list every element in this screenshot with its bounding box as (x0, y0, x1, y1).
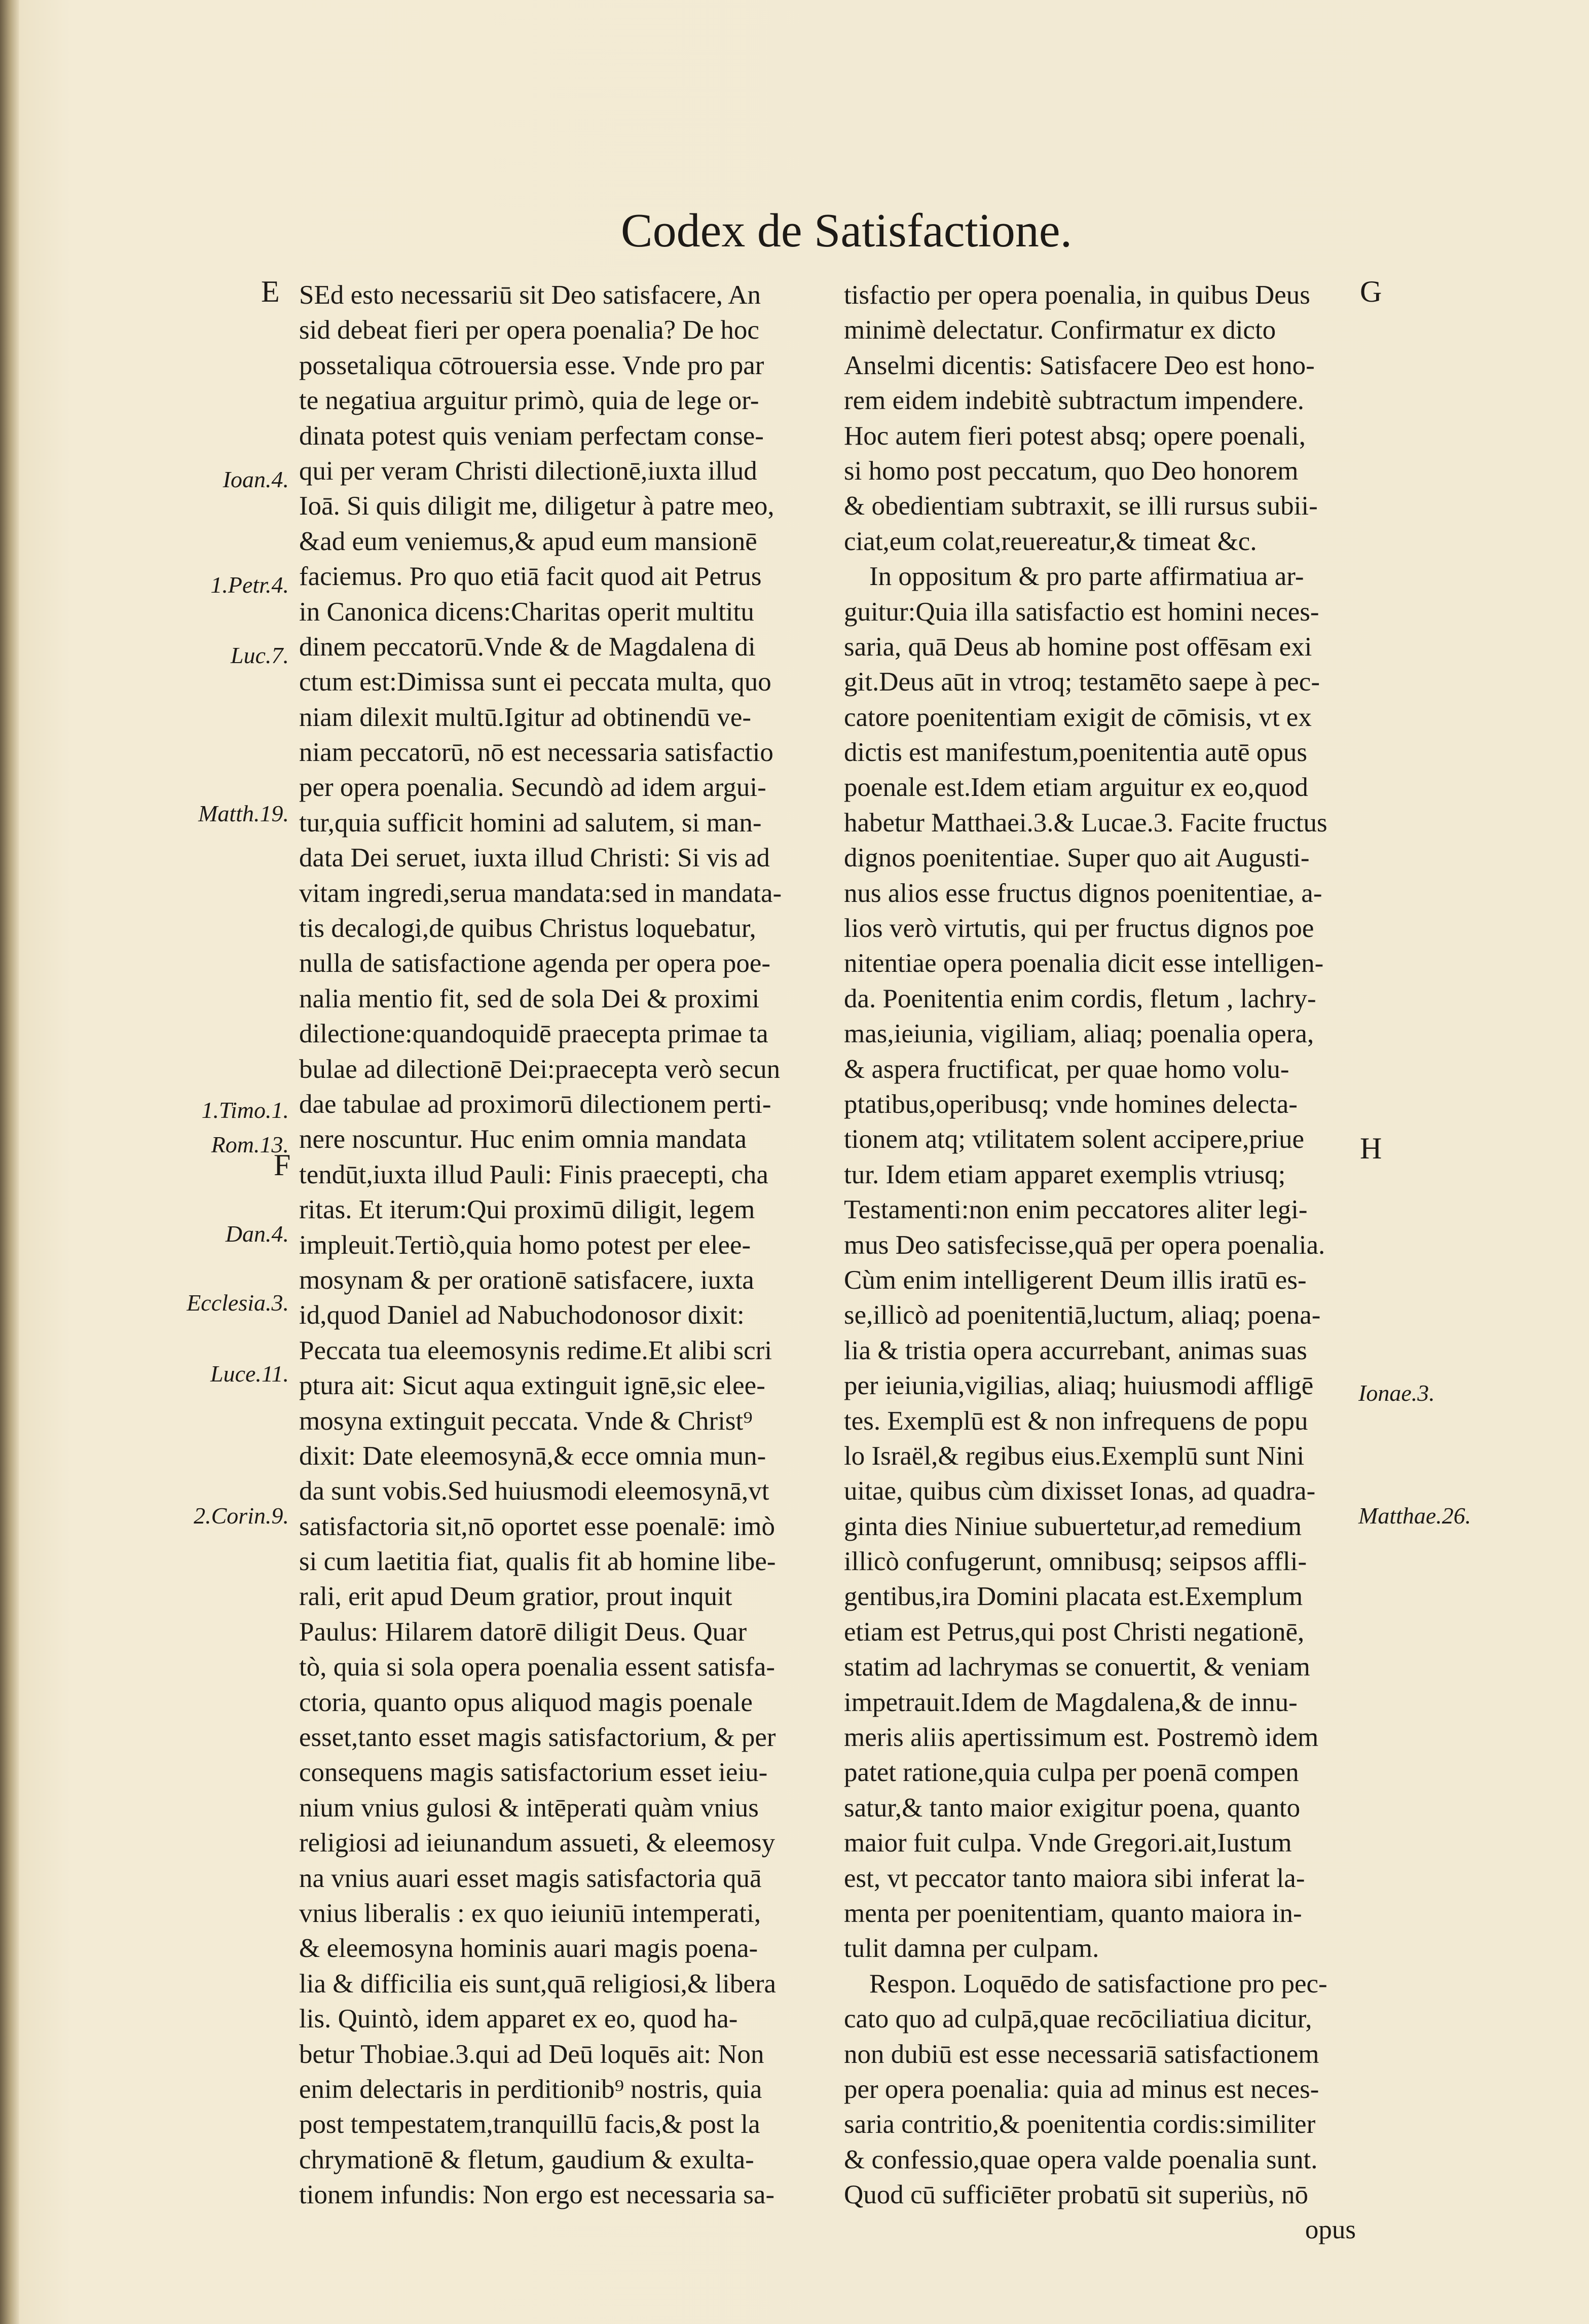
margin-ref-matth26: Matthae.26. (1358, 1503, 1471, 1529)
text-line: religiosi ad ieiunandum assueti, & eleemosy (299, 1828, 775, 1858)
text-line: mas,ieiunia, vigiliam, aliaq; poenalia opera, (844, 1019, 1314, 1049)
text-line: Peccata tua eleemosynis redime.Et alibi scri (299, 1335, 772, 1365)
text-line: tis decalogi,de quibus Christus loquebatur, (299, 914, 756, 943)
text-line: satur,& tanto maior exigitur poena, quanto (844, 1793, 1301, 1823)
section-letter-h: H (1360, 1132, 1382, 1165)
text-line: dictis est manifestum,poenitentia autē opus (844, 738, 1308, 768)
text-line: Paulus: Hilarem datorē diligit Deus. Quar (299, 1617, 747, 1647)
text-line: & obedientiam subtraxit, se illi rursus subii- (844, 491, 1318, 521)
text-line: mus Deo satisfecisse,quā per opera poenalia. (844, 1230, 1325, 1260)
text-line: tionem infundis: Non ergo est necessaria sa- (299, 2180, 775, 2210)
right-text-column (844, 278, 1356, 2248)
text-line: enim delectaris in perditionib⁹ nostris, quia (299, 2074, 762, 2104)
text-line: mosyna extinguit peccata. Vnde & Christ⁹ (299, 1406, 753, 1436)
text-line: sid debeat fieri per opera poenalia? De hoc (299, 315, 759, 345)
text-line: esset,tanto esset magis satisfactorium, & per (299, 1723, 776, 1753)
margin-ref-petr: 1.Petr.4. (210, 572, 289, 598)
text-line: per ieiunia,vigilias, aliaq; huiusmodi affligē (844, 1371, 1314, 1401)
text-line: in Canonica dicens:Charitas operit multitu (299, 597, 754, 627)
text-line: rali, erit apud Deum gratior, prout inquit (299, 1582, 732, 1612)
text-line: ginta dies Niniue subuertetur,ad remedium (844, 1511, 1302, 1541)
text-line: nulla de satisfactione agenda per opera poe- (299, 949, 771, 978)
text-line: da. Poenitentia enim cordis, fletum , lachry- (844, 984, 1316, 1013)
text-line: tur. Idem etiam apparet exemplis vtriusq; (844, 1159, 1286, 1189)
text-line: Quod cū sufficiēter probatū sit superiùs, nō (844, 2180, 1309, 2210)
margin-ref-timo: 1.Timo.1. (201, 1097, 289, 1123)
text-line: tionem atq; vtilitatem solent accipere,priue (844, 1124, 1305, 1154)
section-letter-e: E (261, 275, 280, 308)
text-line: habetur Matthaei.3.& Lucae.3. Facite fructus (844, 808, 1327, 838)
text-line: vnius liberalis : ex quo ieiuniū intemperati, (299, 1898, 761, 1928)
section-letter-f: F (274, 1148, 291, 1182)
text-line: non dubiū est esse necessariā satisfactionem (844, 2039, 1319, 2069)
text-line: cato quo ad culpā,quae recōciliatiua dicitur, (844, 2004, 1312, 2034)
text-line: mosynam & per orationē satisfacere, iuxta (299, 1265, 754, 1295)
text-line: per opera poenalia: quia ad minus est neces- (844, 2074, 1319, 2104)
text-line: tò, quia si sola opera poenalia essent satisfa- (299, 1652, 775, 1682)
text-line: nalia mentio fit, sed de sola Dei & proximi (299, 984, 760, 1013)
text-line: chrymationē & fletum, gaudium & exulta- (299, 2145, 754, 2174)
text-line: impleuit.Tertiò,quia homo potest per elee- (299, 1230, 751, 1260)
margin-ref-cor: 2.Corin.9. (194, 1503, 289, 1529)
text-line: patet ratione,quia culpa per poenā compen (844, 1758, 1299, 1788)
text-line: ctum est:Dimissa sunt ei peccata multa, quo (299, 667, 771, 697)
text-line: catore poenitentiam exigit de cōmisis, vt ex (844, 702, 1312, 732)
text-line: Testamenti:non enim peccatores aliter legi- (844, 1195, 1308, 1225)
text-line: tur,quia sufficit homini ad salutem, si man- (299, 808, 762, 838)
text-line: Hoc autem fieri potest absq; opere poenali, (844, 421, 1306, 451)
text-line: saria contritio,& poenitentia cordis:similiter (844, 2110, 1316, 2139)
text-line: nitentiae opera poenalia dicit esse intelligen- (844, 949, 1324, 978)
text-line: na vnius auari esset magis satisfactoria quā (299, 1863, 762, 1893)
margin-ref-luc7: Luc.7. (231, 642, 289, 668)
text-line: etiam est Petrus,qui post Christi negationē, (844, 1617, 1305, 1647)
text-line: lia & tristia opera accurrebant, animas suas (844, 1335, 1307, 1365)
text-line: per opera poenalia. Secundò ad idem argui- (299, 773, 766, 803)
text-line: rem eidem indebitè subtractum impendere. (844, 386, 1305, 416)
text-line: nus alios esse fructus dignos poenitentiae, a- (844, 878, 1322, 908)
text-line: lo Israël,& regibus eius.Exemplū sunt Nini (844, 1441, 1305, 1471)
text-line: tendūt,iuxta illud Pauli: Finis praecepti, cha (299, 1159, 768, 1189)
text-line: nium vnius gulosi & intēperati quàm vnius (299, 1793, 759, 1823)
text-line: dilectione:quandoquidē praecepta primae ta (299, 1019, 768, 1049)
text-line: & eleemosyna hominis auari magis poena- (299, 1934, 758, 1964)
text-line: te negatiua arguitur primò, quia de lege or- (299, 386, 759, 416)
text-line: SEd esto necessariū sit Deo satisfacere, An (299, 280, 761, 310)
text-line: meris aliis apertissimum est. Postremò idem (844, 1723, 1319, 1753)
book-spine-edge (0, 0, 19, 2324)
text-line: minimè delectatur. Confirmatur ex dicto (844, 315, 1276, 345)
margin-ref-eccles: Ecclesia.3. (187, 1290, 289, 1316)
text-line: vitam ingredi,serua mandata:sed in mandata- (299, 878, 782, 908)
text-line: uitae, quibus cùm dixisset Ionas, ad quadra- (844, 1476, 1316, 1506)
text-line: betur Thobiae.3.qui ad Deū loquēs ait: Non (299, 2039, 764, 2069)
text-line: maior fuit culpa. Vnde Gregori.ait,Iustum (844, 1828, 1292, 1858)
text-line: Respon. Loquēdo de satisfactione pro pec- (869, 1969, 1327, 1999)
text-line: consequens magis satisfactorium esset ieiu- (299, 1758, 768, 1788)
left-text-column (299, 278, 811, 2212)
text-line: si cum laetitia fiat, qualis fit ab homine libe- (299, 1547, 776, 1577)
text-line: Cùm enim intelligerent Deum illis iratū es- (844, 1265, 1307, 1295)
text-line: satisfactoria sit,nō oportet esse poenalē: imò (299, 1511, 775, 1541)
text-line: dignos poenitentiae. Super quo ait Augusti- (844, 843, 1310, 873)
text-line: tulit damna per culpam. (844, 1934, 1099, 1964)
text-line: impetrauit.Idem de Magdalena,& de innu- (844, 1687, 1298, 1717)
text-line: poenale est.Idem etiam arguitur ex eo,quod (844, 773, 1308, 803)
text-line: niam peccatorū, nō est necessaria satisfactio (299, 738, 773, 768)
text-line: niam dilexit multū.Igitur ad obtinendū ve- (299, 702, 751, 732)
text-line: git.Deus aūt in vtroq; testamēto saepe à pec- (844, 667, 1320, 697)
text-line: lis. Quintò, idem apparet ex eo, quod ha- (299, 2004, 738, 2034)
text-line: Anselmi dicentis: Satisfacere Deo est hono- (844, 350, 1315, 380)
margin-ref-luc11: Luce.11. (210, 1361, 289, 1387)
section-letter-g: G (1360, 275, 1382, 308)
text-line: si homo post peccatum, quo Deo honorem (844, 456, 1299, 486)
text-line: dinem peccatorū.Vnde & de Magdalena di (299, 632, 756, 662)
text-line: menta per poenitentiam, quanto maiora in- (844, 1898, 1302, 1928)
text-line: Ioā. Si quis diligit me, diligetur à patre meo, (299, 491, 774, 521)
text-line: dae tabulae ad proximorū dilectionem perti- (299, 1089, 771, 1119)
text-line: & confessio,quae opera valde poenalia sunt. (844, 2145, 1318, 2174)
margin-ref-ioan: Ioan.4. (223, 466, 289, 492)
text-line: ritas. Et iterum:Qui proximū diligit, legem (299, 1195, 755, 1225)
page-title: Codex de Satisfactione. (620, 204, 1073, 257)
text-line: ptura ait: Sicut aqua extinguit ignē,sic elee- (299, 1371, 765, 1401)
text-line: & aspera fructificat, per quae homo volu- (844, 1054, 1289, 1084)
margin-ref-dan: Dan.4. (225, 1221, 289, 1247)
text-line: saria, quā Deus ab homine post offēsam exi (844, 632, 1312, 662)
text-line: gentibus,ira Domini placata est.Exemplum (844, 1582, 1303, 1612)
text-line: post tempestatem,tranquillū facis,& post la (299, 2110, 760, 2139)
text-line: possetaliqua cōtrouersia esse. Vnde pro par (299, 350, 764, 380)
margin-ref-iona: Ionae.3. (1358, 1380, 1435, 1406)
text-line: lios verò virtutis, qui per fructus dignos poe (844, 914, 1314, 943)
text-line: lia & difficilia eis sunt,quā religiosi,& libera (299, 1969, 777, 1999)
margin-ref-matth19: Matth.19. (198, 801, 289, 826)
text-line: id,quod Daniel ad Nabuchodonosor dixit: (299, 1300, 745, 1330)
text-line: In oppositum & pro parte affirmatiua ar- (869, 562, 1304, 592)
text-line: opus (1305, 2215, 1356, 2245)
text-line: tisfactio per opera poenalia, in quibus Deus (844, 280, 1310, 310)
margin-ref-rom: Rom.13. (211, 1132, 289, 1157)
text-line: &ad eum veniemus,& apud eum mansionē (299, 526, 757, 556)
text-line: nere noscuntur. Huc enim omnia mandata (299, 1124, 747, 1154)
text-line: ciat,eum colat,reuereatur,& timeat &c. (844, 526, 1257, 556)
text-line: da sunt vobis.Sed huiusmodi eleemosynā,vt (299, 1476, 769, 1506)
text-line: illicò confugerunt, omnibusq; seipsos affli- (844, 1547, 1307, 1577)
text-line: guitur:Quia illa satisfactio est homini neces- (844, 597, 1319, 627)
text-line: tes. Exemplū est & non infrequens de popu (844, 1406, 1308, 1436)
text-line: dinata potest quis veniam perfectam conse- (299, 421, 764, 451)
text-line: qui per veram Christi dilectionē,iuxta illud (299, 456, 757, 486)
text-line: data Dei seruet, iuxta illud Christi: Si vis ad (299, 843, 770, 873)
text-line: ctoria, quanto opus aliquod magis poenale (299, 1687, 753, 1717)
text-line: est, vt peccator tanto maiora sibi inferat la- (844, 1863, 1305, 1893)
text-line: dixit: Date eleemosynā,& ecce omnia mun- (299, 1441, 766, 1471)
text-line: bulae ad dilectionē Dei:praecepta verò secun (299, 1054, 781, 1084)
text-line: ptatibus,operibusq; vnde homines delecta- (844, 1089, 1298, 1119)
text-line: faciemus. Pro quo etiā facit quod ait Petrus (299, 562, 762, 592)
text-line: se,illicò ad poenitentiā,luctum, aliaq; poena- (844, 1300, 1321, 1330)
text-line: statim ad lachrymas se conuertit, & veniam (844, 1652, 1310, 1682)
